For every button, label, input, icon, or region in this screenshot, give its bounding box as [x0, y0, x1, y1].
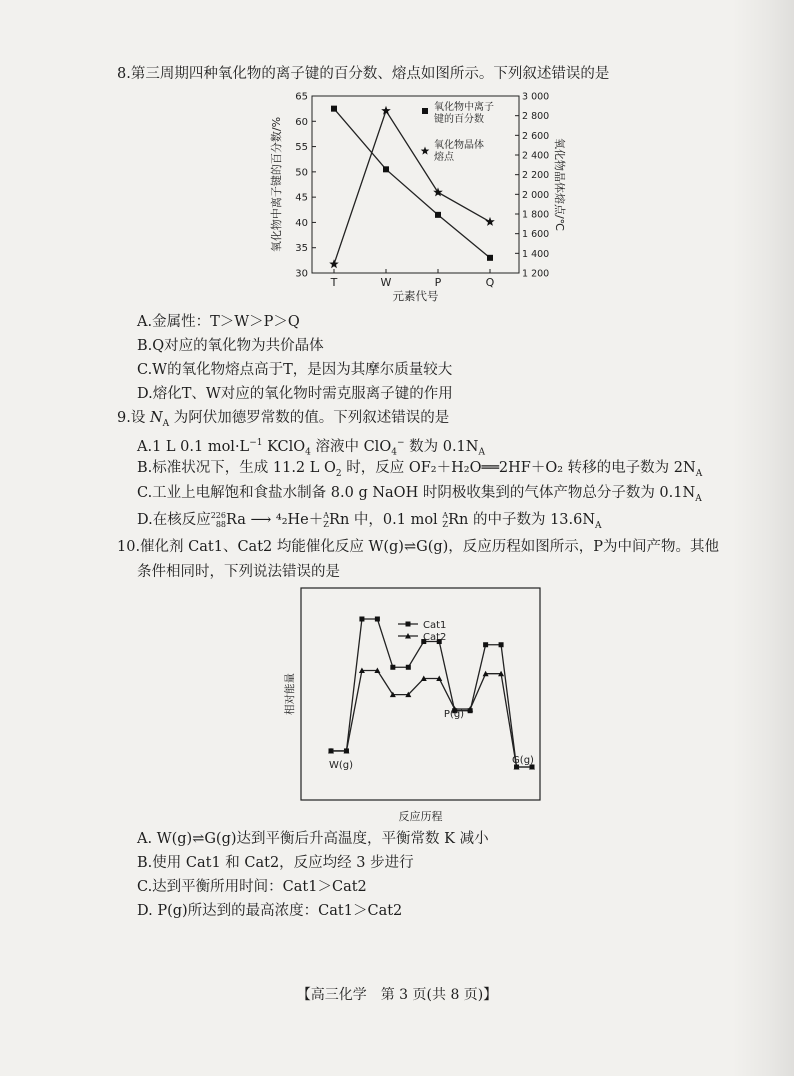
q10-option-a: A. W(g)⇌G(g)达到平衡后升高温度，平衡常数 K 减小	[137, 831, 489, 847]
chart1-series-melting-line	[334, 111, 490, 264]
scan-edge-shadow	[732, 0, 794, 1076]
chart1-ionic-point	[331, 106, 337, 112]
chart1-right-tick-label: 1 600	[522, 229, 550, 241]
chart1-legend-label-melting-2: 熔点	[434, 152, 454, 163]
chart2-annotation-p: P(g)	[443, 709, 465, 720]
chart1-left-tick-label: 35	[295, 243, 308, 255]
chart2-svg	[283, 586, 545, 826]
chart1-x-tick-label: Q	[485, 276, 495, 289]
page-footer: 【高三化学 第 3 页(共 8 页)】	[296, 987, 498, 1003]
chart1-melting-point	[433, 187, 443, 196]
chart2-legend-label-cat2: Cat2	[423, 632, 447, 643]
q10-option-b: B.使用 Cat1 和 Cat2，反应均经 3 步进行	[137, 855, 414, 871]
q9-option-a: A.1 L 0.1 $mol\cdot L^{-1}$ KClO$_4$ 溶液中 ClO$_4$− 数为 $0.1N_A$	[137, 438, 485, 458]
chart2-annotation-w: W(g)	[328, 760, 354, 771]
chart2-series-cat2-line	[331, 670, 532, 767]
chart-ionic-melting	[262, 88, 566, 310]
chart1-melting-point	[329, 259, 339, 268]
chart1-right-tick-label: 2 600	[522, 130, 550, 142]
chart1-ionic-point	[487, 255, 493, 261]
chart1-ionic-point	[435, 212, 441, 218]
chart2-annotation-g: G(g)	[512, 755, 534, 766]
chart1-left-tick-label: 30	[295, 268, 308, 280]
chart1-left-axis-title: 氧化物中离子键的百分数/%	[270, 116, 283, 253]
chart1-legend-label-melting-1: 氧化物晶体	[434, 140, 484, 151]
chart2-y-axis-title: 相对能量	[284, 673, 296, 715]
q9-option-c: C.工业上电解饱和食盐水制备 8.0 g NaOH 时阴极收集到的气体产物总分子数为 $0.1N_A$	[137, 485, 702, 504]
chart1-plot-frame	[312, 96, 519, 273]
chart1-series-ionic-line	[334, 109, 490, 258]
chart2-legend-label-cat1: Cat1	[423, 620, 447, 631]
chart1-left-tick-label: 55	[295, 142, 308, 154]
chart1-melting-point	[381, 106, 391, 115]
q10-stem-line2: 条件相同时，下列说法错误的是	[137, 564, 340, 580]
chart1-melting-point	[485, 217, 495, 226]
chart2-series-cat1-point	[390, 665, 395, 670]
chart2-series-cat1-point	[406, 665, 411, 670]
chart1-right-tick-label: 2 400	[522, 150, 550, 162]
q8-option-b: B.Q对应的氧化物为共价晶体	[137, 338, 324, 354]
chart1-legend-marker-melting	[421, 147, 430, 155]
q8-option-d: D.熔化T、W对应的氧化物时需克服离子键的作用	[137, 386, 453, 402]
chart1-x-tick-label: P	[434, 276, 442, 289]
q8-option-a: A.金属性：T＞W＞P＞Q	[137, 314, 300, 330]
chart1-x-tick-label: T	[330, 276, 338, 289]
chart1-right-tick-label: 1 200	[522, 268, 550, 280]
chart1-legend-label-ionic-1: 氧化物中离子	[434, 102, 494, 113]
chart1-left-tick-label: 60	[295, 116, 308, 128]
q10-stem-line1: 10.催化剂 Cat1、Cat2 均能催化反应 W(g)⇌G(g)，反应历程如图所示，P为中间产物。其他	[117, 539, 720, 555]
chart1-x-axis-title: 元素代号	[392, 289, 439, 303]
q8-stem: 8.第三周期四种氧化物的离子键的百分数、熔点如图所示。下列叙述错误的是	[117, 66, 610, 82]
chart1-right-tick-label: 2 800	[522, 111, 550, 123]
chart1-ionic-point	[383, 166, 389, 172]
chart-reaction-energy	[283, 586, 545, 826]
chart1-right-tick-label: 2 200	[522, 170, 550, 182]
chart1-right-axis-title: 氧化物晶体熔点/℃	[553, 137, 566, 232]
q8-option-c: C.W的氧化物熔点高于T，是因为其摩尔质量较大	[137, 362, 453, 378]
chart1-left-tick-label: 65	[295, 91, 308, 103]
q10-option-c: C.达到平衡所用时间：Cat1＞Cat2	[137, 879, 367, 895]
chart1-left-tick-label: 50	[295, 167, 308, 179]
chart2-legend-marker-cat1	[406, 622, 411, 627]
chart2-series-cat1-point	[499, 642, 504, 647]
chart2-series-cat1-point	[375, 617, 380, 622]
chart1-svg	[262, 88, 566, 310]
chart1-legend-marker-ionic	[422, 108, 428, 114]
q9-option-d: D.在核反应226 88Ra ⟶ ⁴₂He＋A ZRn 中，0.1 mol A ZRn 的中子数为 $13.6N_A$	[137, 511, 602, 531]
chart1-right-tick-label: 1 800	[522, 209, 550, 221]
q10-option-d: D. P(g)所达到的最高浓度：Cat1＞Cat2	[137, 903, 403, 919]
chart2-x-axis-title: 反应历程	[398, 810, 443, 823]
q9-stem: 9.设 $N_A$ 为阿伏加德罗常数的值。下列叙述错误的是	[117, 410, 450, 429]
chart2-series-cat1-point	[359, 617, 364, 622]
chart1-right-tick-label: 1 400	[522, 248, 550, 260]
chart1-x-tick-label: W	[380, 276, 392, 289]
chart1-right-tick-label: 2 000	[522, 189, 550, 201]
chart1-right-tick-label: 3 000	[522, 91, 550, 103]
chart1-left-tick-label: 45	[295, 192, 308, 204]
chart2-series-cat1-point	[483, 642, 488, 647]
q9-option-b: B.标准状况下，生成 11.2 L $O_2$ 时，反应 OF₂＋H₂O══2HF＋O₂ 转移的电子数为 $2N_A$	[137, 460, 703, 479]
chart1-legend-label-ionic-2: 键的百分数	[434, 114, 484, 125]
chart1-left-tick-label: 40	[295, 217, 308, 229]
